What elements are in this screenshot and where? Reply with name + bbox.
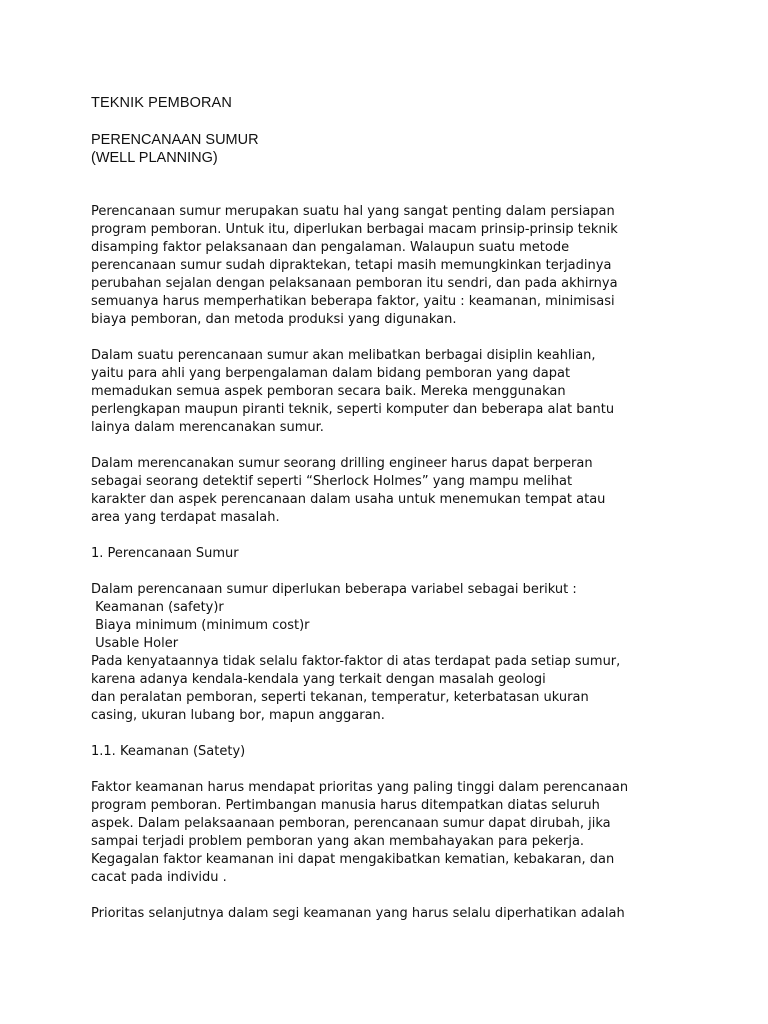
section-title-line-2: (WELL PLANNING) — [91, 150, 218, 166]
paragraph-disciplines — [91, 347, 731, 437]
document-page — [91, 94, 731, 923]
paragraph-line: perlengkapan maupun piranti teknik, seperti komputer dan beberapa alat bantu — [91, 402, 615, 417]
list-item: Usable Holer — [91, 636, 179, 651]
paragraph-detective — [91, 455, 731, 527]
list-item: Biaya minimum (minimum cost)r — [91, 618, 310, 633]
paragraph-line: sebagai seorang detektif seperti “Sherlock Holmes” yang mampu melihat — [91, 474, 573, 489]
paragraph-variables — [91, 581, 731, 725]
paragraph-line: biaya pemboran, dan metoda produksi yang digunakan. — [91, 312, 457, 327]
paragraph-line: Dalam merencanakan sumur seorang drilling engineer harus dapat berperan — [91, 456, 593, 471]
paragraph-line: perubahan sejalan dengan pelaksanaan pemboran itu sendri, dan pada akhirnya — [91, 276, 618, 291]
paragraph-line: program pemboran. Pertimbangan manusia harus ditempatkan diatas seluruh — [91, 798, 600, 813]
paragraph-line: aspek. Dalam pelaksaanaan pemboran, perencanaan sumur dapat dirubah, jika — [91, 816, 611, 831]
paragraph-line: area yang terdapat masalah. — [91, 510, 280, 525]
paragraph-line: Pada kenyataannya tidak selalu faktor-faktor di atas terdapat pada setiap sumur, — [91, 654, 621, 669]
paragraph-line: Dalam perencanaan sumur diperlukan beberapa variabel sebagai berikut : — [91, 582, 577, 597]
paragraph-line: semuanya harus memperhatikan beberapa faktor, yaitu : keamanan, minimisasi — [91, 294, 615, 309]
heading-keamanan: 1.1. Keamanan (Satety) — [91, 744, 246, 759]
paragraph-line: karena adanya kendala-kendala yang terkait dengan masalah geologi — [91, 672, 546, 687]
paragraph-priority — [91, 905, 731, 923]
paragraph-line: lainya dalam merencanakan sumur. — [91, 420, 324, 435]
section-title-line-1: PERENCANAAN SUMUR — [91, 132, 259, 148]
paragraph-line: program pemboran. Untuk itu, diperlukan berbagai macam prinsip-prinsip teknik — [91, 222, 618, 237]
paragraph-line: disamping faktor pelaksanaan dan pengalaman. Walaupun suatu metode — [91, 240, 570, 255]
paragraph-line: Faktor keamanan harus mendapat prioritas yang paling tinggi dalam perencanaan — [91, 780, 629, 795]
paragraph-safety — [91, 779, 731, 887]
paragraph-line: Prioritas selanjutnya dalam segi keamanan yang harus selalu diperhatikan adalah — [91, 906, 625, 921]
section-title — [91, 131, 731, 167]
document-title: TEKNIK PEMBORAN — [91, 95, 232, 111]
heading-perencanaan-sumur: 1. Perencanaan Sumur — [91, 546, 239, 561]
paragraph-line: memadukan semua aspek pemboran secara baik. Mereka menggunakan — [91, 384, 566, 399]
paragraph-intro — [91, 203, 731, 329]
paragraph-line: dan peralatan pemboran, seperti tekanan, temperatur, keterbatasan ukuran — [91, 690, 589, 705]
paragraph-line: perencanaan sumur sudah dipraktekan, tetapi masih memungkinkan terjadinya — [91, 258, 612, 273]
paragraph-line: Perencanaan sumur merupakan suatu hal yang sangat penting dalam persiapan — [91, 204, 615, 219]
paragraph-line: casing, ukuran lubang bor, mapun anggaran. — [91, 708, 385, 723]
paragraph-line: yaitu para ahli yang berpengalaman dalam bidang pemboran yang dapat — [91, 366, 571, 381]
paragraph-line: Dalam suatu perencanaan sumur akan melibatkan berbagai disiplin keahlian, — [91, 348, 596, 363]
paragraph-line: cacat pada individu . — [91, 870, 227, 885]
list-item: Keamanan (safety)r — [91, 600, 224, 615]
paragraph-line: Kegagalan faktor keamanan ini dapat mengakibatkan kematian, kebakaran, dan — [91, 852, 615, 867]
paragraph-line: sampai terjadi problem pemboran yang akan membahayakan para pekerja. — [91, 834, 585, 849]
paragraph-line: karakter dan aspek perencanaan dalam usaha untuk menemukan tempat atau — [91, 492, 606, 507]
